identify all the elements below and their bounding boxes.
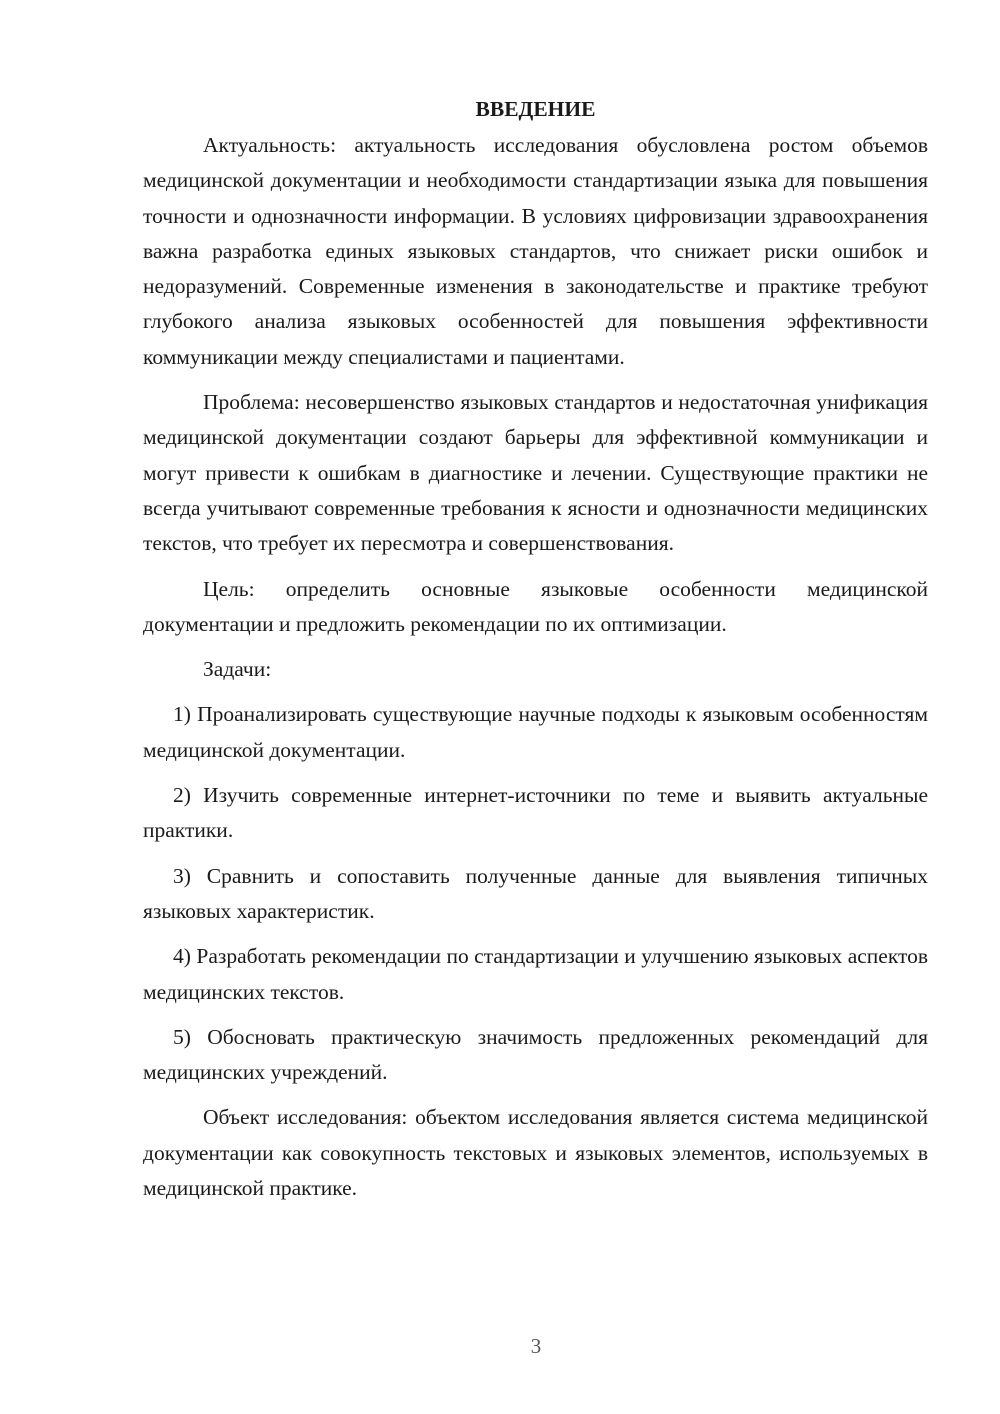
page-content xyxy=(143,92,928,1216)
paragraph-relevance: Актуальность: актуальность исследования обусловлена ростом объемов медицинской документации и необходимости стандартизации языка для повышения точности и однозначности информации. В условиях цифровизации здравоохранения важна разработка единых языковых стандартов, что снижает риски ошибок и недоразумений. Современные изменения в законодательстве и практике требуют глубокого анализа языковых особенностей для повышения эффективности коммуникации между специалистами и пациентами. xyxy=(143,133,928,369)
task-item-3: 3) Сравнить и сопоставить полученные данные для выявления типичных языковых характеристик. xyxy=(143,863,928,923)
paragraph-tasks-heading: Задачи: xyxy=(203,657,272,682)
task-item-2: 2) Изучить современные интернет-источники по теме и выявить актуальные практики. xyxy=(143,783,928,843)
task-item-4: 4) Разработать рекомендации по стандартизации и улучшению языковых аспектов медицинских текстов. xyxy=(143,944,928,1004)
paragraph-object: Объект исследования: объектом исследования является система медицинской документации как совокупность текстовых и языковых элементов, используемых в медицинской практике. xyxy=(143,1105,928,1201)
task-item-1: 1) Проанализировать существующие научные подходы к языковым особенностям медицинской документации. xyxy=(143,702,928,762)
task-item-5: 5) Обосновать практическую значимость предложенных рекомендаций для медицинских учреждений. xyxy=(143,1024,928,1085)
paragraph-goal: Цель: определить основные языковые особенности медицинской документации и предложить рекомендации по их оптимизации. xyxy=(143,576,928,636)
paragraph-problem: Проблема: несовершенство языковых стандартов и недостаточная унификация медицинской документации создают барьеры для эффективной коммуникации и могут привести к ошибкам в диагностике и лечении. Существующие практики не всегда учитывают современные требования к ясности и однозначности медицинских текстов, что требует их пересмотра и совершенствования. xyxy=(143,390,928,556)
section-title: ВВЕДЕНИЕ xyxy=(475,97,596,121)
page-number: 3 xyxy=(530,1334,542,1358)
